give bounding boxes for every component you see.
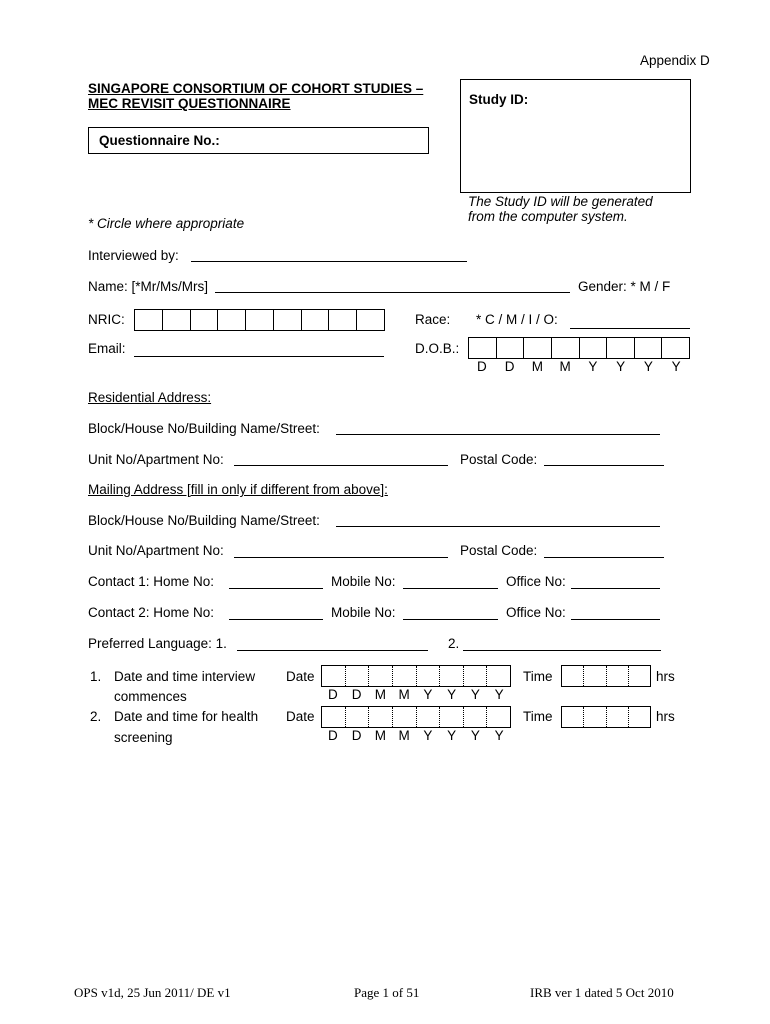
mail-postal-code-field[interactable] [544, 557, 664, 558]
nric-label: NRIC: [88, 312, 125, 327]
item1-date-boxes[interactable] [321, 665, 511, 687]
item1-hrs-label: hrs [656, 669, 675, 684]
interviewed-by-field[interactable] [191, 261, 467, 262]
form-title-line1: SINGAPORE CONSORTIUM OF COHORT STUDIES – [88, 81, 424, 96]
dob-format-label: M [531, 359, 543, 374]
date-format-label: Y [494, 728, 504, 743]
item1-date-format-labels [321, 687, 511, 702]
dob-format-label: Y [588, 359, 598, 374]
item2-date-boxes[interactable] [321, 706, 511, 728]
residential-address-heading: Residential Address: [88, 390, 212, 405]
res-block-house-label: Block/House No/Building Name/Street: [88, 421, 320, 436]
dob-label: D.O.B.: [415, 341, 460, 356]
preferred-language-2-label: 2. [448, 636, 460, 651]
circle-note: * Circle where appropriate [88, 216, 245, 231]
nric-boxes[interactable] [134, 309, 385, 331]
footer-version: OPS v1d, 25 Jun 2011/ DE v1 [74, 985, 231, 1000]
res-unit-no-label: Unit No/Apartment No: [88, 452, 224, 467]
item2-date-format-labels [321, 728, 511, 743]
contact2-home-label: Contact 2: Home No: [88, 605, 215, 620]
dob-format-label: Y [671, 359, 681, 374]
item2-number: 2. [90, 709, 102, 724]
item1-date-label: Date [286, 669, 315, 684]
contact1-home-label: Contact 1: Home No: [88, 574, 215, 589]
study-id-note-line2: from the computer system. [468, 209, 628, 224]
item2-text-line1: Date and time for health [114, 709, 259, 724]
contact2-office-label: Office No: [506, 605, 566, 620]
contact2-office-field[interactable] [571, 619, 660, 620]
mail-postal-code-label: Postal Code: [460, 543, 538, 558]
date-format-label: Y [423, 728, 433, 743]
preferred-language-label: Preferred Language: 1. [88, 636, 227, 651]
item1-time-label: Time [523, 669, 553, 684]
date-format-label: Y [447, 728, 457, 743]
study-id-note-line1: The Study ID will be generated [468, 194, 653, 209]
questionnaire-no-box[interactable] [88, 127, 429, 154]
item1-text-line1: Date and time interview [114, 669, 256, 684]
date-format-label: Y [447, 687, 457, 702]
gender-label: Gender: * M / F [578, 279, 671, 294]
race-field[interactable] [570, 328, 690, 329]
item1-text-line2: commences [114, 689, 187, 704]
mail-block-house-field[interactable] [336, 526, 660, 527]
date-format-label: M [398, 728, 410, 743]
res-unit-no-field[interactable] [234, 465, 448, 466]
dob-format-label: D [477, 359, 487, 374]
date-format-label: M [374, 728, 386, 743]
preferred-language-2-field[interactable] [463, 650, 661, 651]
questionnaire-no-label: Questionnaire No.: [99, 133, 220, 148]
race-options: * C / M / I / O: [476, 312, 558, 327]
item1-time-boxes[interactable] [561, 665, 651, 687]
preferred-language-1-field[interactable] [237, 650, 428, 651]
date-format-label: Y [423, 687, 433, 702]
date-format-label: Y [470, 687, 480, 702]
mail-unit-no-field[interactable] [234, 557, 448, 558]
contact1-mobile-field[interactable] [403, 588, 498, 589]
contact2-mobile-field[interactable] [403, 619, 498, 620]
name-field[interactable] [215, 292, 570, 293]
contact1-office-label: Office No: [506, 574, 566, 589]
date-format-label: M [374, 687, 386, 702]
mail-block-house-label: Block/House No/Building Name/Street: [88, 513, 320, 528]
res-postal-code-label: Postal Code: [460, 452, 538, 467]
footer-irb: IRB ver 1 dated 5 Oct 2010 [530, 985, 674, 1000]
form-title-line2: MEC REVISIT QUESTIONNAIRE [88, 96, 291, 111]
contact2-mobile-label: Mobile No: [331, 605, 396, 620]
item2-hrs-label: hrs [656, 709, 675, 724]
item2-text-line2: screening [114, 730, 173, 745]
contact1-office-field[interactable] [571, 588, 660, 589]
email-field[interactable] [134, 356, 384, 357]
interviewed-by-label: Interviewed by: [88, 248, 179, 263]
date-format-label: D [351, 687, 362, 702]
date-format-label: D [328, 728, 338, 743]
race-label: Race: [415, 312, 451, 327]
dob-boxes[interactable] [468, 337, 690, 359]
contact1-mobile-label: Mobile No: [331, 574, 396, 589]
date-format-label: Y [494, 687, 504, 702]
footer-page-number: Page 1 of 51 [354, 985, 420, 1000]
mailing-address-heading: Mailing Address [fill in only if different from above]: [88, 482, 388, 497]
date-format-label: Y [470, 728, 480, 743]
dob-format-label: Y [643, 359, 653, 374]
res-block-house-field[interactable] [336, 434, 660, 435]
date-format-label: D [351, 728, 362, 743]
study-id-box[interactable] [460, 79, 691, 193]
date-format-label: D [328, 687, 338, 702]
dob-format-label: D [504, 359, 515, 374]
study-id-label: Study ID: [469, 92, 529, 107]
mail-unit-no-label: Unit No/Apartment No: [88, 543, 224, 558]
dob-format-labels [468, 359, 690, 374]
item1-number: 1. [90, 669, 102, 684]
date-format-label: M [398, 687, 410, 702]
res-postal-code-field[interactable] [544, 465, 664, 466]
dob-format-label: M [559, 359, 571, 374]
dob-format-label: Y [616, 359, 626, 374]
contact1-home-field[interactable] [229, 588, 323, 589]
item2-time-label: Time [523, 709, 553, 724]
appendix-label: Appendix D [640, 53, 710, 68]
item2-date-label: Date [286, 709, 315, 724]
email-label: Email: [88, 341, 126, 356]
item2-time-boxes[interactable] [561, 706, 651, 728]
name-label: Name: [*Mr/Ms/Mrs] [88, 279, 208, 294]
contact2-home-field[interactable] [229, 619, 323, 620]
